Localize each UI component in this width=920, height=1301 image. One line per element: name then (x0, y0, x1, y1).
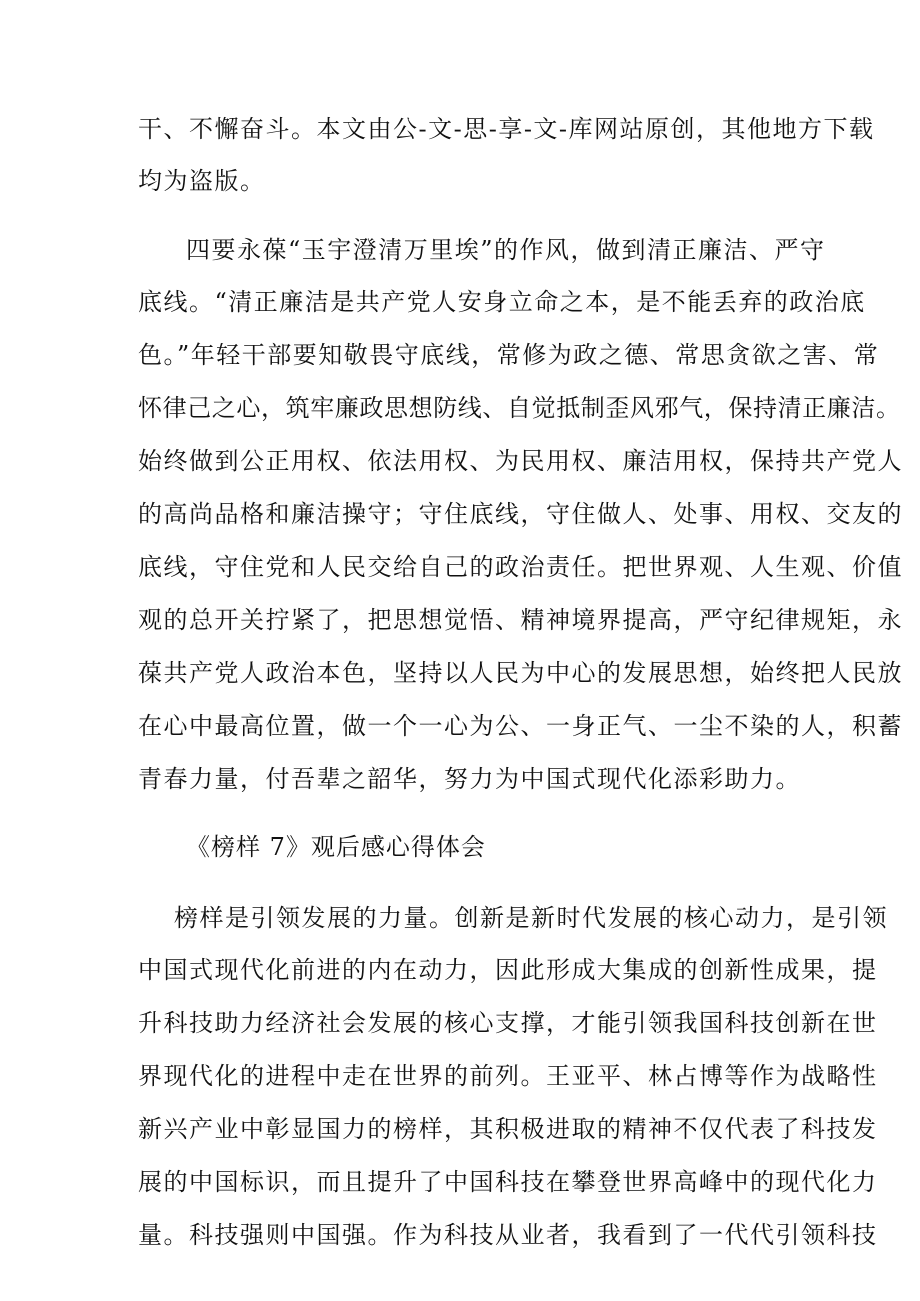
paragraph-2-line-9: 葆共产党人政治本色，坚持以人民为中心的发展思想，始终把人民放 (138, 659, 903, 687)
paragraph-2-line-1: 四要永葆“玉宇澄清万里埃”的作风，做到清正廉洁、严守 (186, 236, 826, 264)
paragraph-2-line-7: 底线，守住党和人民交给自己的政治责任。把世界观、人生观、价值 (138, 553, 903, 581)
paragraph-3-line-2: 中国式现代化前进的内在动力，因此形成大集成的创新性成果，提 (138, 956, 878, 984)
paragraph-3-line-6: 展的中国标识，而且提升了中国科技在攀登世界高峰中的现代化力 (138, 1168, 878, 1196)
paragraph-3-line-4: 界现代化的进程中走在世界的前列。王亚平、林占博等作为战略性 (138, 1062, 878, 1090)
paragraph-2-line-5: 始终做到公正用权、依法用权、为民用权、廉洁用权，保持共产党人 (138, 447, 903, 475)
section-title: 《榜样 7》观后感心得体会 (186, 833, 486, 861)
paragraph-2-line-11: 青春力量，付吾辈之韶华，努力为中国式现代化添彩助力。 (138, 765, 801, 793)
paragraph-3-line-1: 榜样是引领发展的力量。创新是新时代发展的核心动力，是引领 (174, 904, 888, 932)
paragraph-1-line-1: 干、不懈奋斗。本文由公-文-思-享-文-库网站原创，其他地方下载 (138, 115, 875, 143)
paragraph-3-line-3: 升科技助力经济社会发展的核心支撑，才能引领我国科技创新在世 (138, 1009, 878, 1037)
paragraph-2-line-3: 色。”年轻干部要知敬畏守底线，常修为政之德、常思贪欲之害、常 (138, 341, 880, 369)
paragraph-3-line-7: 量。科技强则中国强。作为科技从业者，我看到了一代代引领科技 (138, 1221, 878, 1249)
paragraph-1-line-2: 均为盗版。 (138, 167, 266, 195)
paragraph-2-line-6: 的高尚品格和廉洁操守；守住底线，守住做人、处事、用权、交友的 (138, 500, 903, 528)
paragraph-2-line-2: 底线。“清正廉洁是共产党人安身立命之本，是不能丢弃的政治底 (138, 288, 866, 316)
paragraph-3-line-5: 新兴产业中彰显国力的榜样，其积极进取的精神不仅代表了科技发 (138, 1115, 878, 1143)
paragraph-2-line-8: 观的总开关拧紧了，把思想觉悟、精神境界提高，严守纪律规矩，永 (138, 606, 903, 634)
paragraph-2-line-10: 在心中最高位置，做一个一心为公、一身正气、一尘不染的人，积蓄 (138, 712, 903, 740)
paragraph-2-line-4: 怀律己之心，筑牢廉政思想防线、自觉抵制歪风邪气，保持清正廉洁。 (138, 394, 901, 422)
